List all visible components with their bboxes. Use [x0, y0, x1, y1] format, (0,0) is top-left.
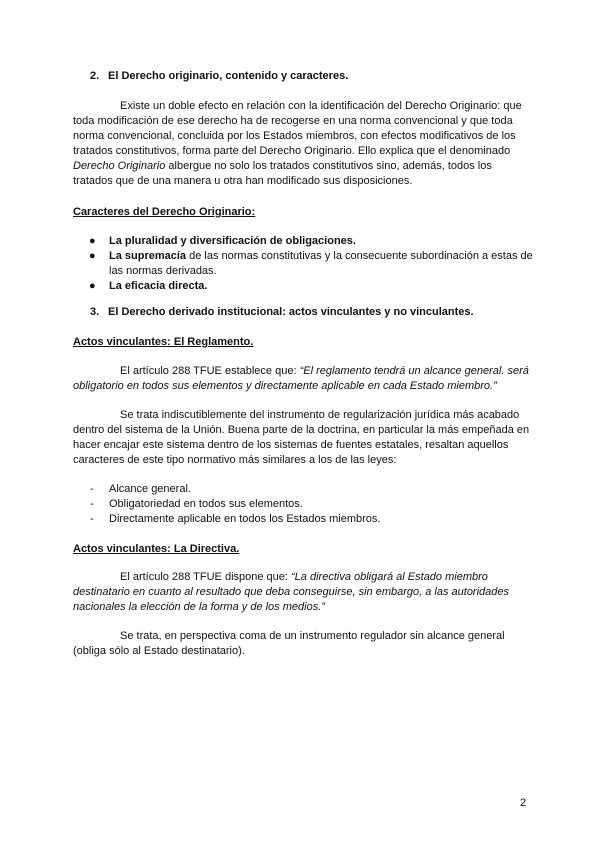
caracteres-list	[73, 234, 533, 294]
section-title: El Derecho derivado institucional: actos vinculantes y no vinculantes.	[108, 306, 474, 318]
list-item	[73, 497, 533, 512]
reglamento-paragraph-1	[73, 364, 533, 394]
list-item-bold: La pluralidad y diversificación de obligaciones.	[109, 235, 356, 247]
list-item-bold: La eficacia directa.	[109, 280, 208, 292]
list-item-text: Obligatoriedad en todos sus elementos.	[109, 498, 303, 510]
paragraph-text: El artículo 288 TFUE establece que:	[120, 365, 300, 377]
list-item-text: de las normas constitutivas y la consecuente subordinación a estas de las normas derivadas.	[109, 250, 533, 277]
list-item	[73, 249, 533, 279]
page-number: 2	[520, 797, 527, 809]
list-item	[73, 279, 533, 294]
section-2-heading	[73, 69, 533, 84]
paragraph-text-continued: albergue no solo los tratados constitutivos sino, además, todos los tratados que de una manera u otra han modificado sus disposiciones.	[73, 160, 492, 187]
section-number: 2.	[90, 70, 100, 82]
section-3-heading	[73, 305, 533, 320]
quote-text: “El reglamento tendrá un alcance general. será obligatorio en todos sus elementos y directamente aplicable en cada Estado miembro.”	[73, 365, 529, 392]
list-item	[73, 482, 533, 497]
directiva-paragraph-2: Se trata, en perspectiva coma de un instrumento regulador sin alcance general (obliga sólo al Estado destinatario).	[73, 630, 505, 657]
directiva-paragraph-1	[73, 570, 533, 615]
list-item-bold: La supremacía	[109, 250, 187, 262]
section-number: 3.	[90, 306, 100, 318]
bullet-icon: ●	[89, 280, 96, 292]
bullet-icon: ●	[89, 250, 96, 262]
list-item	[73, 512, 533, 527]
paragraph-derecho-originario	[73, 99, 533, 189]
dash-icon: -	[90, 513, 94, 525]
bullet-icon: ●	[89, 235, 96, 247]
list-item	[73, 234, 533, 249]
paragraph-text: Existe un doble efecto en relación con la identificación del Derecho Originario: que toda modificación de ese derecho ha de recogerse en una norma convencional y que toda norma convencional, concluida por los Estados miembros, con efectos modificativos de los tratados constitutivos, forma parte del Derecho Originario. Ello explica que el denominado	[73, 100, 522, 157]
italic-term: Derecho Originario	[73, 160, 166, 172]
reglamento-heading: Actos vinculantes: El Reglamento.	[73, 336, 254, 348]
list-item-text: Directamente aplicable en todos los Estados miembros.	[109, 513, 381, 525]
dash-icon: -	[90, 498, 94, 510]
reglamento-caracteres-list	[73, 482, 533, 527]
section-title: El Derecho originario, contenido y caracteres.	[108, 70, 349, 82]
list-item-text: Alcance general.	[109, 483, 191, 495]
dash-icon: -	[90, 483, 94, 495]
caracteres-heading: Caracteres del Derecho Originario:	[73, 206, 256, 218]
quote-text: “La directiva obligará al Estado miembro destinatario en cuanto al resultado que deba conseguirse, sin embargo, a las autoridades nacionales la elección de la forma y de los medios.”	[73, 571, 510, 613]
directiva-heading: Actos vinculantes: La Directiva.	[73, 543, 240, 555]
paragraph-text: El artículo 288 TFUE dispone que:	[120, 571, 292, 583]
reglamento-paragraph-2: Se trata indiscutiblemente del instrumento de regularización jurídica más acabado dentro del sistema de la Unión. Buena parte de la doctrina, en particular la más empeñada en hacer encajar este sistema dentro de los sistemas de fuentes estatales, resaltan aquellos caracteres de este tipo normativo más similares a los de las leyes:	[73, 409, 530, 466]
